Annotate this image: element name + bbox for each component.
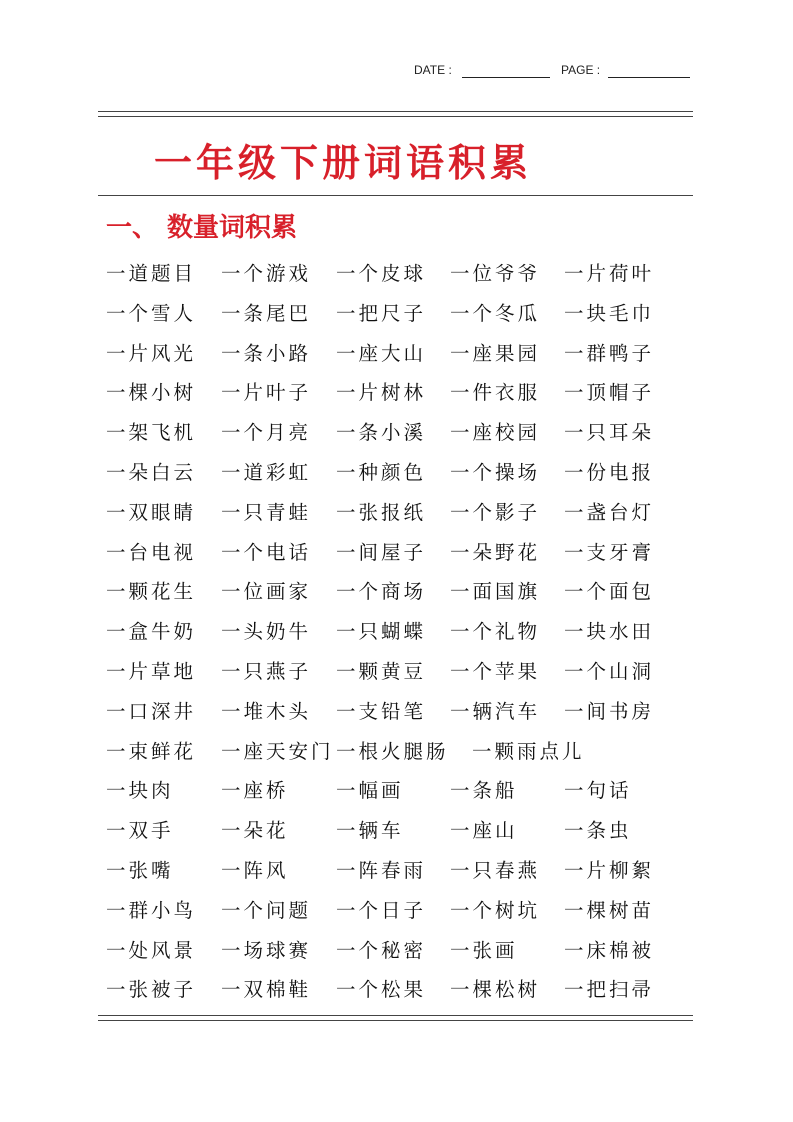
word-item: 一双眼睛 xyxy=(106,500,197,524)
word-row xyxy=(106,298,696,338)
word-item: 一块肉 xyxy=(106,779,174,803)
word-item: 一朵白云 xyxy=(106,460,197,484)
word-item: 一只蝴蝶 xyxy=(336,620,427,644)
word-row xyxy=(106,377,696,417)
word-row xyxy=(106,775,696,815)
word-item: 一把尺子 xyxy=(336,301,427,325)
word-item: 一个问题 xyxy=(221,898,312,922)
word-row xyxy=(106,974,696,1014)
bottom-rule-2 xyxy=(98,1020,693,1021)
word-row xyxy=(106,417,696,457)
word-item: 一片柳絮 xyxy=(564,858,655,882)
word-item: 一个冬瓜 xyxy=(450,301,541,325)
word-item: 一座山 xyxy=(450,819,518,843)
word-item: 一根火腿肠 xyxy=(336,739,449,763)
word-row xyxy=(106,497,696,537)
word-item: 一条小溪 xyxy=(336,421,427,445)
word-item: 一幅画 xyxy=(336,779,404,803)
word-row xyxy=(106,576,696,616)
section-title: 一、 数量词积累 xyxy=(106,213,298,243)
word-item: 一阵风 xyxy=(221,858,289,882)
word-item: 一张画 xyxy=(450,938,518,962)
word-item: 一个影子 xyxy=(450,500,541,524)
word-item: 一句话 xyxy=(564,779,632,803)
word-item: 一座果园 xyxy=(450,341,541,365)
word-item: 一双手 xyxy=(106,819,174,843)
page-title: 一年级下册词语积累 xyxy=(154,140,533,185)
word-item: 一盒牛奶 xyxy=(106,620,197,644)
word-item: 一个商场 xyxy=(336,580,427,604)
word-item: 一位爷爷 xyxy=(450,262,541,285)
word-row xyxy=(106,736,696,776)
word-item: 一盏台灯 xyxy=(564,500,655,524)
word-item: 一棵树苗 xyxy=(564,898,655,922)
word-item: 一双棉鞋 xyxy=(221,978,312,1002)
word-item: 一个礼物 xyxy=(450,620,541,644)
word-item: 一条船 xyxy=(450,779,518,803)
word-item: 一颗黄豆 xyxy=(336,659,427,683)
word-item: 一朵花 xyxy=(221,819,289,843)
page-header xyxy=(414,63,704,83)
word-item: 一个秘密 xyxy=(336,938,427,962)
word-item: 一只青蛙 xyxy=(221,500,312,524)
title-underline xyxy=(98,195,693,196)
word-item: 一座天安门 xyxy=(221,739,334,763)
word-grid xyxy=(106,258,696,1014)
word-item: 一个日子 xyxy=(336,898,427,922)
word-row xyxy=(106,258,696,298)
bottom-rule-1 xyxy=(98,1015,693,1016)
word-item: 一支牙膏 xyxy=(564,540,655,564)
date-label: DATE : xyxy=(414,63,452,77)
word-row xyxy=(106,815,696,855)
word-item: 一只春燕 xyxy=(450,858,541,882)
word-item: 一座大山 xyxy=(336,341,427,365)
word-item: 一架飞机 xyxy=(106,421,197,445)
word-item: 一个山洞 xyxy=(564,659,655,683)
word-row xyxy=(106,855,696,895)
word-item: 一间书房 xyxy=(564,699,655,723)
word-item: 一张嘴 xyxy=(106,858,174,882)
word-row xyxy=(106,616,696,656)
word-item: 一块水田 xyxy=(564,620,655,644)
word-item: 一堆木头 xyxy=(221,699,312,723)
word-item: 一支铅笔 xyxy=(336,699,427,723)
word-item: 一个面包 xyxy=(564,580,655,604)
word-item: 一个树坑 xyxy=(450,898,541,922)
word-item: 一群小鸟 xyxy=(106,898,197,922)
word-item: 一棵小树 xyxy=(106,381,197,405)
word-item: 一位画家 xyxy=(221,580,312,604)
word-row xyxy=(106,656,696,696)
word-item: 一间屋子 xyxy=(336,540,427,564)
word-row xyxy=(106,935,696,975)
word-item: 一个雪人 xyxy=(106,301,197,325)
word-item: 一片叶子 xyxy=(221,381,312,405)
word-item: 一个苹果 xyxy=(450,659,541,683)
word-item: 一只燕子 xyxy=(221,659,312,683)
word-item: 一场球赛 xyxy=(221,938,312,962)
word-item: 一个月亮 xyxy=(221,421,312,445)
word-item: 一件衣服 xyxy=(450,381,541,405)
word-item: 一口深井 xyxy=(106,699,197,723)
word-item: 一个操场 xyxy=(450,460,541,484)
word-item: 一片风光 xyxy=(106,341,197,365)
word-item: 一份电报 xyxy=(564,460,655,484)
top-rule-1 xyxy=(98,111,693,112)
word-item: 一个皮球 xyxy=(336,262,427,285)
word-item: 一颗花生 xyxy=(106,580,197,604)
word-item: 一条虫 xyxy=(564,819,632,843)
word-item: 一张报纸 xyxy=(336,500,427,524)
word-item: 一床棉被 xyxy=(564,938,655,962)
word-item: 一片树林 xyxy=(336,381,427,405)
word-row xyxy=(106,338,696,378)
word-item: 一片荷叶 xyxy=(564,262,655,285)
word-item: 一颗雨点儿 xyxy=(472,739,585,763)
word-item: 一块毛巾 xyxy=(564,301,655,325)
word-item: 一台电视 xyxy=(106,540,197,564)
word-item: 一种颜色 xyxy=(336,460,427,484)
word-item: 一个游戏 xyxy=(221,262,312,285)
word-item: 一只耳朵 xyxy=(564,421,655,445)
page-label: PAGE : xyxy=(561,63,601,77)
word-item: 一条小路 xyxy=(221,341,312,365)
word-row xyxy=(106,457,696,497)
word-item: 一棵松树 xyxy=(450,978,541,1002)
word-item: 一个电话 xyxy=(221,540,312,564)
word-item: 一道彩虹 xyxy=(221,460,312,484)
word-item: 一顶帽子 xyxy=(564,381,655,405)
word-item: 一片草地 xyxy=(106,659,197,683)
top-rule-2 xyxy=(98,116,693,117)
word-item: 一头奶牛 xyxy=(221,620,312,644)
word-item: 一面国旗 xyxy=(450,580,541,604)
word-item: 一群鸭子 xyxy=(564,341,655,365)
word-row xyxy=(106,537,696,577)
word-item: 一把扫帚 xyxy=(564,978,655,1002)
word-row xyxy=(106,895,696,935)
word-item: 一条尾巴 xyxy=(221,301,312,325)
word-row xyxy=(106,696,696,736)
word-item: 一束鲜花 xyxy=(106,739,197,763)
word-item: 一座桥 xyxy=(221,779,289,803)
date-field-line[interactable] xyxy=(462,77,550,78)
word-item: 一个松果 xyxy=(336,978,427,1002)
word-item: 一处风景 xyxy=(106,938,197,962)
word-item: 一辆汽车 xyxy=(450,699,541,723)
word-item: 一道题目 xyxy=(106,262,197,285)
page-field-line[interactable] xyxy=(608,77,690,78)
word-item: 一朵野花 xyxy=(450,540,541,564)
word-item: 一张被子 xyxy=(106,978,197,1002)
word-item: 一阵春雨 xyxy=(336,858,427,882)
word-item: 一座校园 xyxy=(450,421,541,445)
word-item: 一辆车 xyxy=(336,819,404,843)
